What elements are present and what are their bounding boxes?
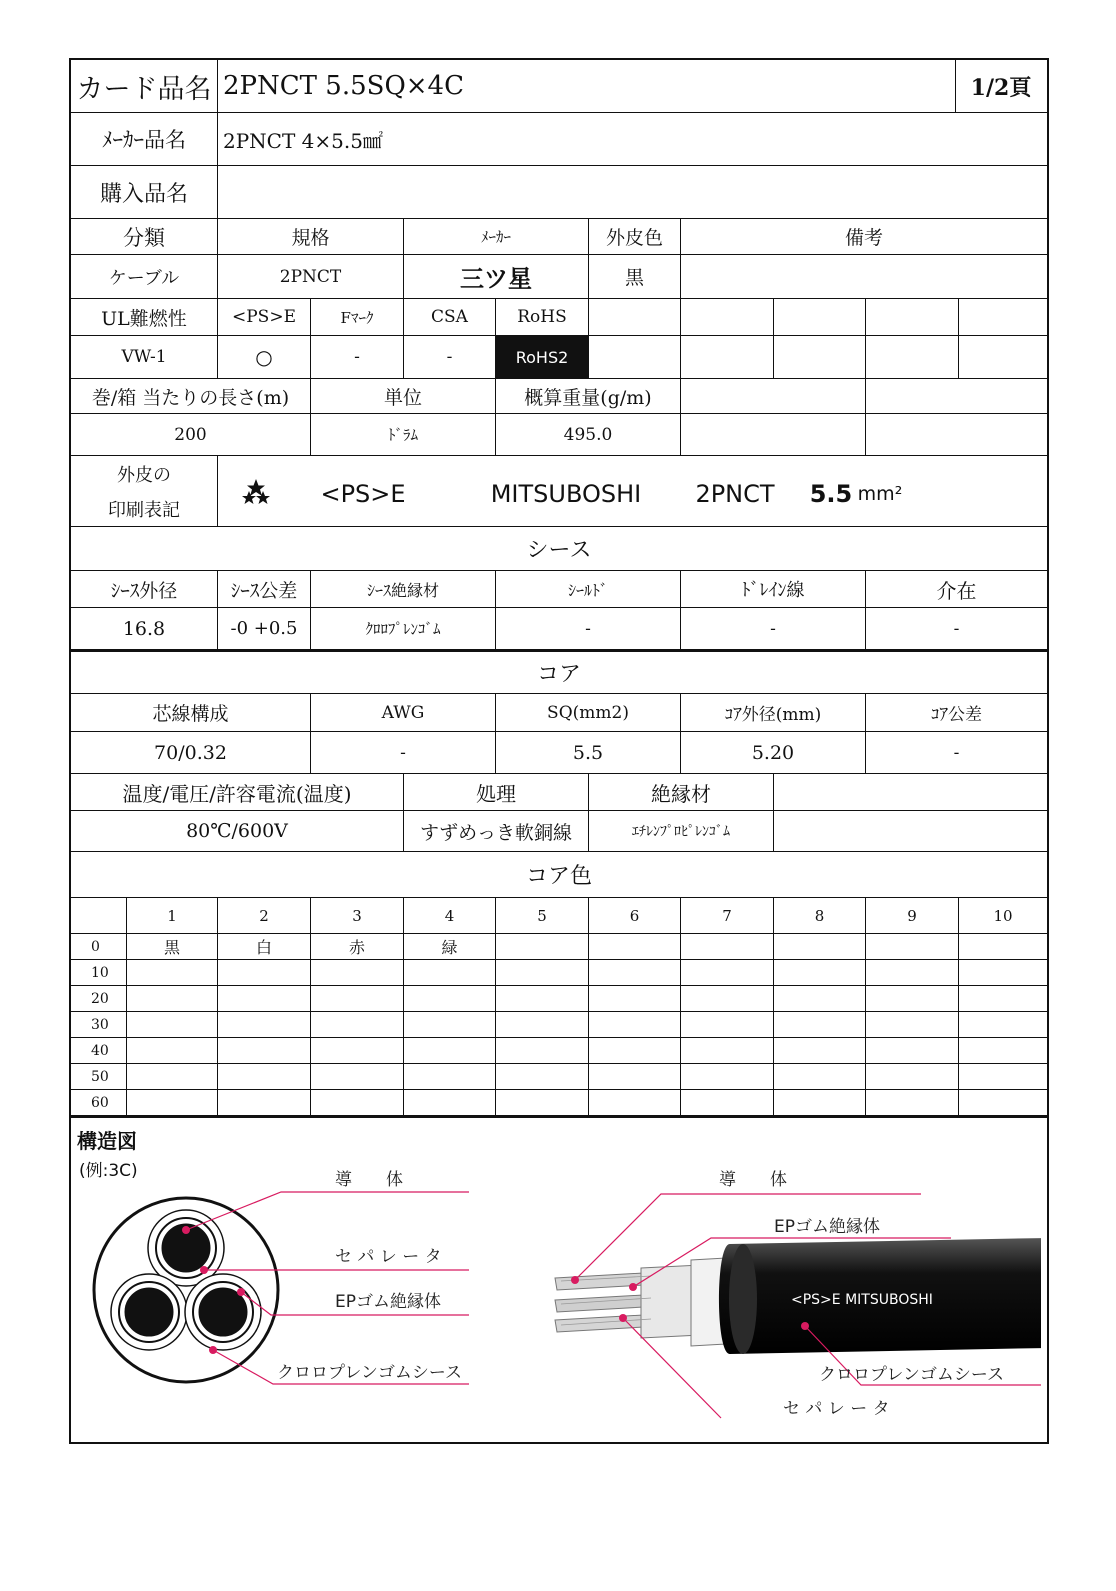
color-col-header: 9 [907, 906, 917, 925]
label-insulation-1: EPゴム絶縁体 [335, 1292, 441, 1312]
cable-print-text: <PS>E MITSUBOSHI [791, 1292, 933, 1308]
color-col-header: 4 [444, 906, 455, 925]
core-awg-value: - [400, 742, 406, 763]
core-header-awg: AWG [381, 702, 425, 723]
print-pse: <PS>E [320, 480, 406, 508]
cert-ul-value: VW-1 [121, 347, 167, 367]
sheath-header-shield: ｼｰﾙﾄﾞ [567, 580, 608, 600]
cert-pse-value: ○ [255, 345, 273, 369]
core-header-tol: ｺｱ公差 [931, 705, 982, 725]
color-col-header: 7 [722, 906, 732, 925]
label-conductor-2: 導 体 [719, 1170, 787, 1190]
color-row-header: 0 [91, 938, 100, 955]
label-sheath-1: クロロプレンゴムシース [277, 1363, 463, 1383]
spec-header-color: 外皮色 [605, 227, 663, 249]
color-row-header: 60 [91, 1094, 109, 1111]
color-col-header: 1 [167, 906, 177, 925]
rohs2-badge: RoHS2 [496, 336, 588, 378]
color-col-header: 6 [629, 906, 640, 925]
sheath-header-od: ｼｰｽ外径 [110, 579, 178, 602]
sheath-tol-value: -0 +0.5 [230, 618, 298, 639]
color-row-header: 40 [91, 1042, 109, 1059]
cert-csa-value: - [446, 347, 453, 367]
temp-header: 温度/電圧/許容電流(温度) [122, 781, 352, 806]
temp-value: 80℃/600V [186, 820, 288, 842]
card-name-value: 2PNCT 5.5SQ×4C [223, 71, 464, 101]
color-row-header: 30 [91, 1016, 109, 1033]
spec-header-maker: ﾒｰｶｰ [480, 228, 511, 246]
spec-header-remarks: 備考 [844, 227, 883, 249]
purchase-name-value [219, 166, 1019, 218]
cert-header-fmark: Fﾏｰｸ [340, 308, 374, 327]
sheath-header-material: ｼｰｽ絶縁材 [366, 580, 439, 600]
diagram-title: 構造図 [77, 1128, 137, 1153]
color-col-header: 8 [814, 906, 825, 925]
core-strand-value: 70/0.32 [154, 741, 227, 764]
core-color-title: コア色 [525, 864, 592, 889]
unit-header: 単位 [383, 386, 422, 409]
color-col-header: 2 [259, 906, 269, 925]
mitsuboshi-logo-icon [241, 478, 271, 506]
maker-name-value: 2PNCT 4×5.5㎟ [223, 128, 383, 153]
sheath-header-drain: ﾄﾞﾚｲﾝ線 [741, 580, 805, 601]
spec-maker: 三ツ星 [460, 264, 532, 293]
unit-value: ﾄﾞﾗﾑ [387, 426, 418, 444]
cert-header-pse: <PS>E [232, 307, 296, 327]
core-header-sq: SQ(mm2) [547, 702, 629, 723]
sheath-od-value: 16.8 [122, 617, 166, 640]
print-mitsuboshi: MITSUBOSHI [490, 480, 642, 508]
print-label-line2: 印刷表記 [108, 499, 180, 521]
color-row-header: 50 [91, 1068, 109, 1085]
color-col-header: 3 [352, 906, 362, 925]
purchase-name-label: 購入品名 [99, 181, 188, 207]
spec-category: ケーブル [108, 267, 180, 289]
sheath-material-value: ｸﾛﾛﾌﾟﾚﾝｺﾞﾑ [365, 620, 441, 638]
core-header-strand: 芯線構成 [152, 703, 229, 725]
label-sheath-2: クロロプレンゴムシース [819, 1365, 1005, 1385]
sheath-section-title: シース [526, 538, 592, 563]
cert-header-ul: UL難燃性 [101, 307, 187, 330]
print-size: 5.5 [809, 480, 853, 508]
weight-value: 495.0 [563, 424, 613, 445]
print-type: 2PNCT [695, 480, 775, 508]
core-header-od: ｺｱ外径(mm) [724, 705, 822, 725]
cert-header-csa: CSA [431, 307, 468, 327]
core-od-value: 5.20 [751, 741, 795, 764]
label-conductor-1: 導 体 [335, 1170, 403, 1190]
color-col-header: 5 [537, 906, 547, 925]
spec-standard: 2PNCT [279, 266, 342, 287]
cert-fmark-value: - [354, 347, 360, 367]
card-name-label: カード品名 [76, 73, 212, 105]
color-row-header: 10 [91, 964, 109, 981]
core-sq-value: 5.5 [572, 741, 604, 764]
print-label-line1: 外皮の [117, 464, 171, 486]
diagram-example: (例:3C) [79, 1160, 138, 1180]
treatment-value: すずめっき軟銅線 [419, 821, 572, 844]
sheath-shield-value: - [585, 618, 591, 639]
insulation-header: 絶縁材 [651, 781, 711, 806]
color-cell: 白 [255, 938, 272, 957]
sheath-header-filler: 介在 [936, 578, 977, 603]
color-cell: 黒 [163, 938, 180, 957]
spec-header-category: 分類 [123, 225, 165, 250]
sheath-filler-value: - [953, 618, 960, 639]
label-separator-2: セ パ レ ー タ [783, 1399, 890, 1419]
label-insulation-2: EPゴム絶縁体 [774, 1217, 880, 1237]
treatment-header: 処理 [476, 781, 516, 806]
length-header: 巻/箱 当たりの長さ(m) [91, 386, 290, 409]
page-number: 1/2頁 [970, 74, 1032, 101]
core-tol-value: - [953, 742, 960, 763]
insulation-value: ｴﾁﾚﾝﾌﾟﾛﾋﾟﾚﾝｺﾞﾑ [632, 824, 730, 840]
spec-color: 黒 [624, 267, 644, 289]
spec-header-standard: 規格 [291, 227, 330, 249]
color-row-header: 20 [91, 990, 109, 1007]
print-unit: mm² [857, 483, 903, 505]
color-cell: 赤 [348, 938, 365, 957]
label-separator-1: セ パ レ ー タ [335, 1247, 442, 1267]
sheath-header-tol: ｼｰｽ公差 [230, 579, 298, 602]
spec-sheet [69, 58, 1049, 1444]
maker-name-label: ﾒｰｶｰ品名 [102, 128, 186, 152]
color-cell: 緑 [441, 938, 458, 957]
sheath-drain-value: - [770, 618, 776, 639]
color-col-header: 10 [993, 906, 1013, 925]
spec-remarks [681, 255, 1047, 298]
weight-header: 概算重量(g/m) [524, 386, 652, 409]
length-value: 200 [174, 424, 207, 445]
cert-header-rohs: RoHS [517, 307, 567, 327]
cross-section-diagram [91, 1180, 551, 1430]
core-section-title: コア [536, 662, 581, 687]
